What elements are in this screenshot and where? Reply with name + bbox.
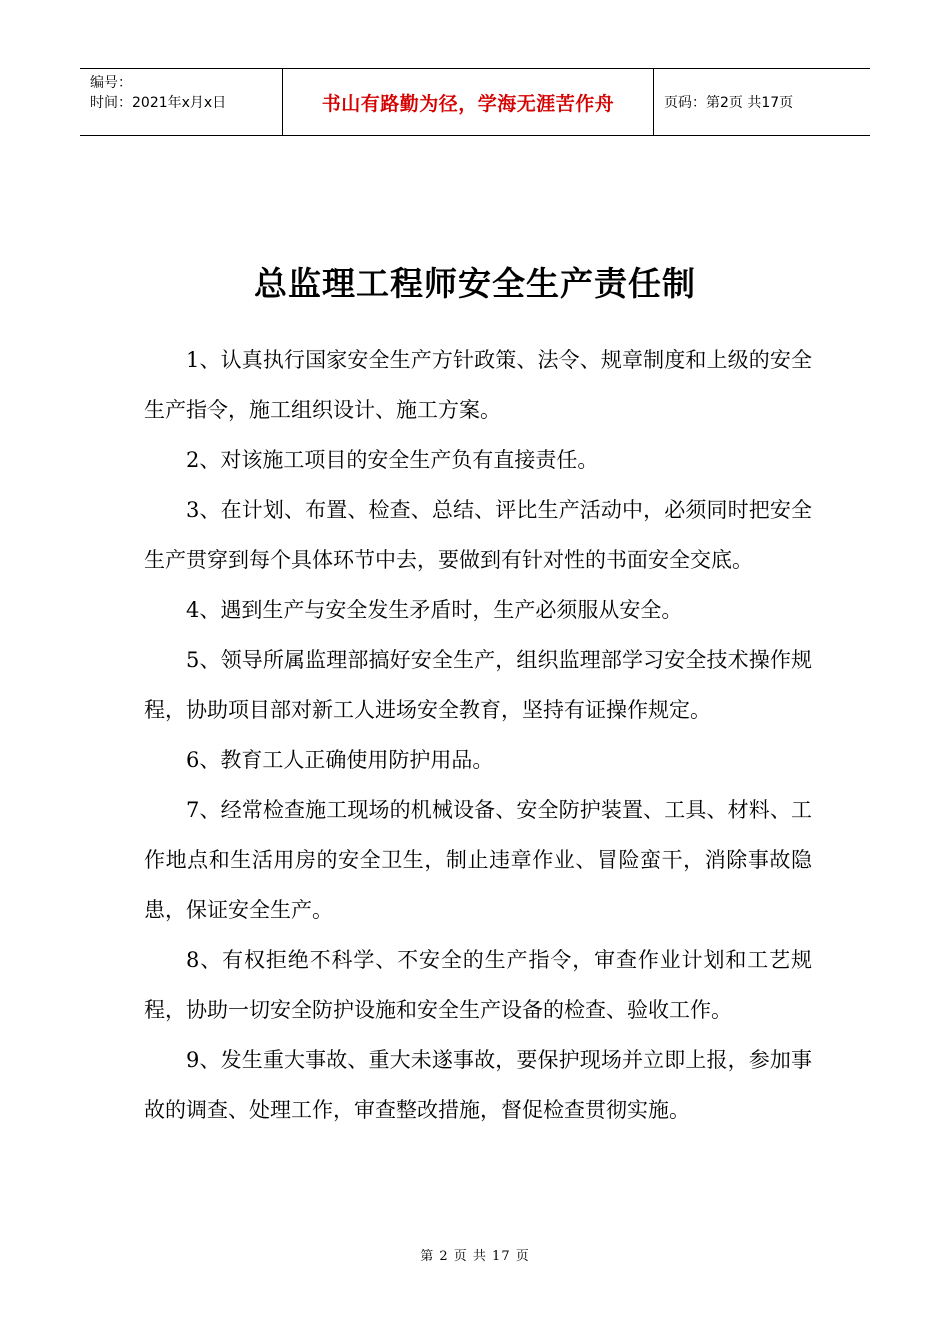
document-number-label: 编号：	[90, 75, 132, 91]
document-title: 总监理工程师安全生产责任制	[254, 264, 696, 303]
document-body	[144, 335, 812, 1135]
page-footer: 第 2 页 共 17 页	[420, 1249, 530, 1264]
paragraph-8: 8、有权拒绝不科学、不安全的生产指令，审查作业计划和工艺规程，协助一切安全防护设施和安全生产设备的检查、验收工作。	[144, 948, 812, 1022]
header-meta	[80, 69, 282, 135]
paragraph-2: 2、对该施工项目的安全生产负有直接责任。	[186, 448, 599, 472]
paragraph-5: 5、领导所属监理部搞好安全生产，组织监理部学习安全技术操作规程，协助项目部对新工人进场安全教育，坚持有证操作规定。	[144, 648, 812, 722]
paragraph-6: 6、教育工人正确使用防护用品。	[186, 748, 494, 772]
paragraph-1: 1、认真执行国家安全生产方针政策、法令、规章制度和上级的安全生产指令，施工组织设计、施工方案。	[144, 348, 812, 422]
page-header	[80, 68, 870, 136]
document-date: 时间：2021年x月x日	[90, 95, 227, 111]
paragraph-4: 4、遇到生产与安全发生矛盾时，生产必须服从安全。	[186, 598, 683, 622]
paragraph-9: 9、发生重大事故、重大未遂事故，要保护现场并立即上报，参加事故的调查、处理工作，审查整改措施，督促检查贯彻实施。	[144, 1048, 812, 1122]
header-page-info: 页码：第2页 共17页	[664, 95, 794, 111]
paragraph-7: 7、经常检查施工现场的机械设备、安全防护装置、工具、材料、工作地点和生活用房的安全卫生，制止违章作业、冒险蛮干，消除事故隐患，保证安全生产。	[144, 798, 812, 922]
header-motto: 书山有路勤为径，学海无涯苦作舟	[282, 69, 654, 135]
paragraph-3: 3、在计划、布置、检查、总结、评比生产活动中，必须同时把安全生产贯穿到每个具体环节中去，要做到有针对性的书面安全交底。	[144, 498, 812, 572]
